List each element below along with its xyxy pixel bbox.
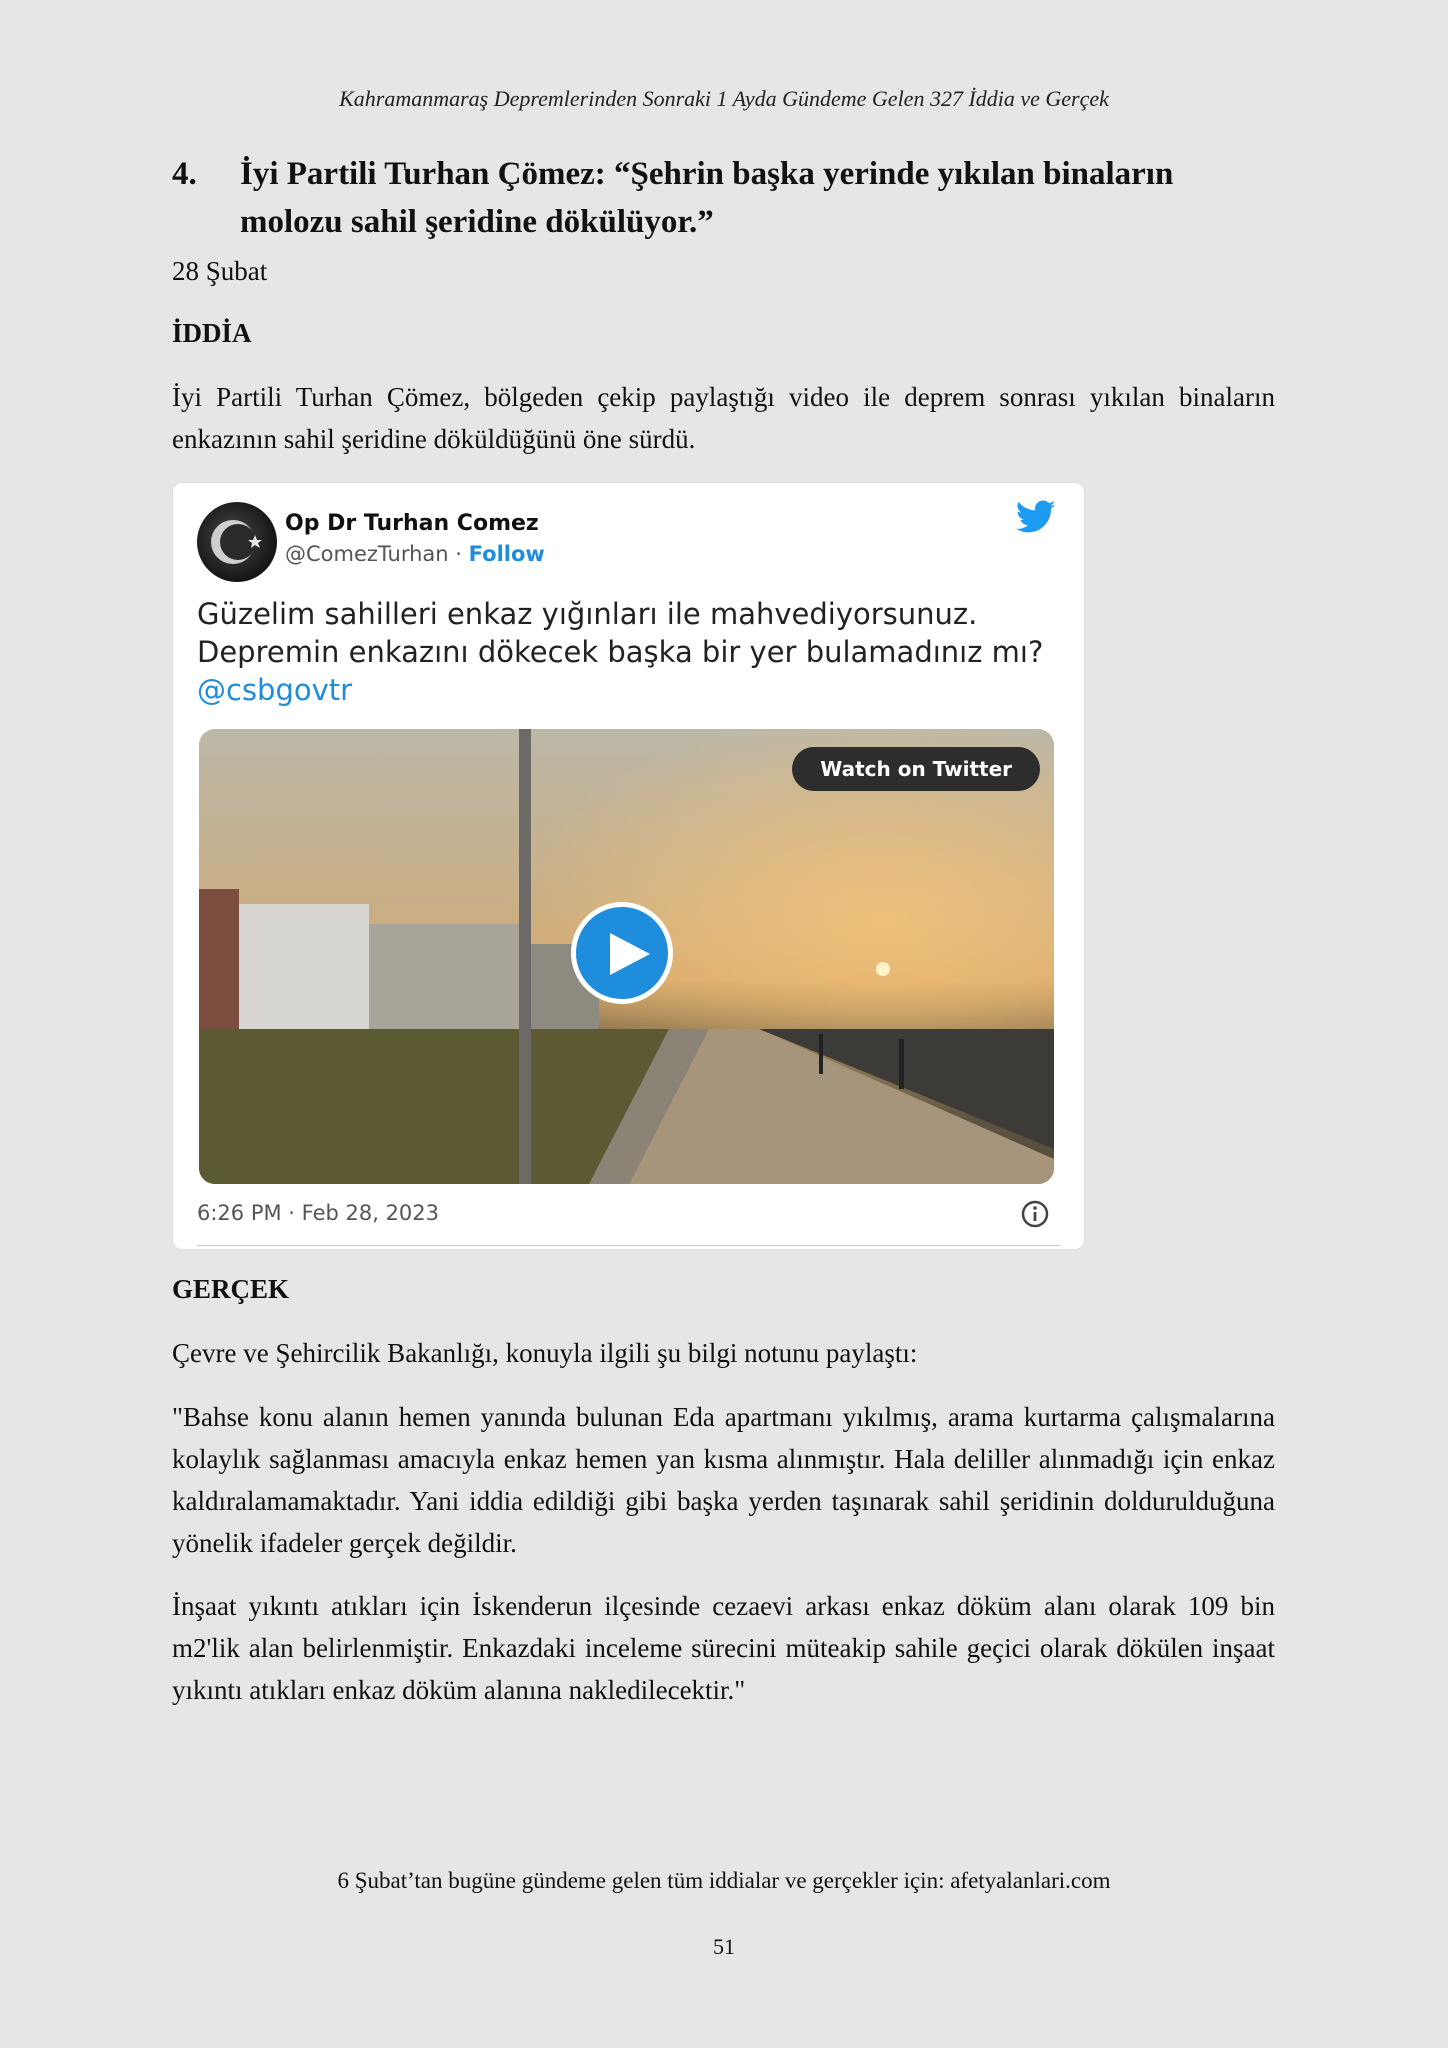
author-handle[interactable]: @ComezTurhan (285, 542, 449, 566)
footer-note: 6 Şubat’tan bugüne gündeme gelen tüm iddialar ve gerçekler için: afetyalanlari.com (337, 1868, 1111, 1893)
claim-heading: İDDİA (172, 318, 252, 348)
author-handle-row (285, 542, 545, 566)
follow-button[interactable]: Follow (468, 542, 545, 566)
author-name[interactable]: Op Dr Turhan Comez (285, 511, 539, 536)
crescent-star-icon (197, 502, 277, 582)
item-title: İyi Partili Turhan Çömez: “Şehrin başka yerinde yıkılan binaların molozu sahil şeridine dökülüyor.” (240, 156, 1174, 240)
fact-heading: GERÇEK (172, 1274, 290, 1304)
tweet-text (197, 595, 1067, 709)
watch-on-twitter-button[interactable]: Watch on Twitter (792, 747, 1040, 791)
claim-text: İyi Partili Turhan Çömez, bölgeden çekip paylaştığı video ile deprem sonrası yıkılan binaların enkazının sahil şeridine döküldüğünü öne sürdü. (172, 382, 1275, 454)
fact-quote-paragraph-1: "Bahse konu alanın hemen yanında bulunan Eda apartmanı yıkılmış, arama kurtarma çalışmalarına kolaylık sağlanması amacıyla enkaz hemen yan kısma alınmıştır. Hala deliller alınmadığı için enkaz kaldıralamamaktadır. Yani iddia edildiği gibi başka yerden taşınarak sahil şeridinin doldurulduğuna yönelik ifadeler gerçek değildir. (172, 1402, 1275, 1558)
tweet-divider (197, 1245, 1060, 1246)
item-date: 28 Şubat (172, 256, 268, 286)
page-number: 51 (713, 1934, 735, 1959)
avatar[interactable] (197, 502, 277, 582)
item-number: 4. (172, 156, 197, 192)
embedded-tweet[interactable] (172, 482, 1085, 1250)
running-head: Kahramanmaraş Depremlerinden Sonraki 1 Ayda Gündeme Gelen 327 İddia ve Gerçek (339, 86, 1109, 111)
tweet-timestamp[interactable]: 6:26 PM · Feb 28, 2023 (197, 1201, 440, 1225)
info-icon[interactable] (1020, 1199, 1050, 1233)
play-button[interactable] (571, 902, 673, 1004)
play-icon (610, 933, 650, 975)
twitter-bird-icon[interactable] (1016, 500, 1056, 538)
fact-intro: Çevre ve Şehircilik Bakanlığı, konuyla ilgili şu bilgi notunu paylaştı: (172, 1338, 918, 1368)
mention-link[interactable]: @csbgovtr (197, 673, 353, 707)
fact-quote-paragraph-2: İnşaat yıkıntı atıkları için İskenderun ilçesinde cezaevi arkası enkaz döküm alanı olarak 109 bin m2'lik alan belirlenmiştir. Enkazdaki inceleme sürecini müteakip sahile geçici olarak dökülen inşaat yıkıntı atıkları enkaz döküm alanına nakledilecektir." (172, 1591, 1275, 1705)
tweet-text-line: Depremin enkazını dökecek başka bir yer bulamadınız mı? (197, 635, 1044, 669)
video-thumbnail[interactable] (199, 729, 1054, 1184)
tweet-text-line: Güzelim sahilleri enkaz yığınları ile mahvediyorsunuz. (197, 597, 978, 631)
separator: · (448, 542, 469, 566)
item-heading (172, 150, 1282, 246)
